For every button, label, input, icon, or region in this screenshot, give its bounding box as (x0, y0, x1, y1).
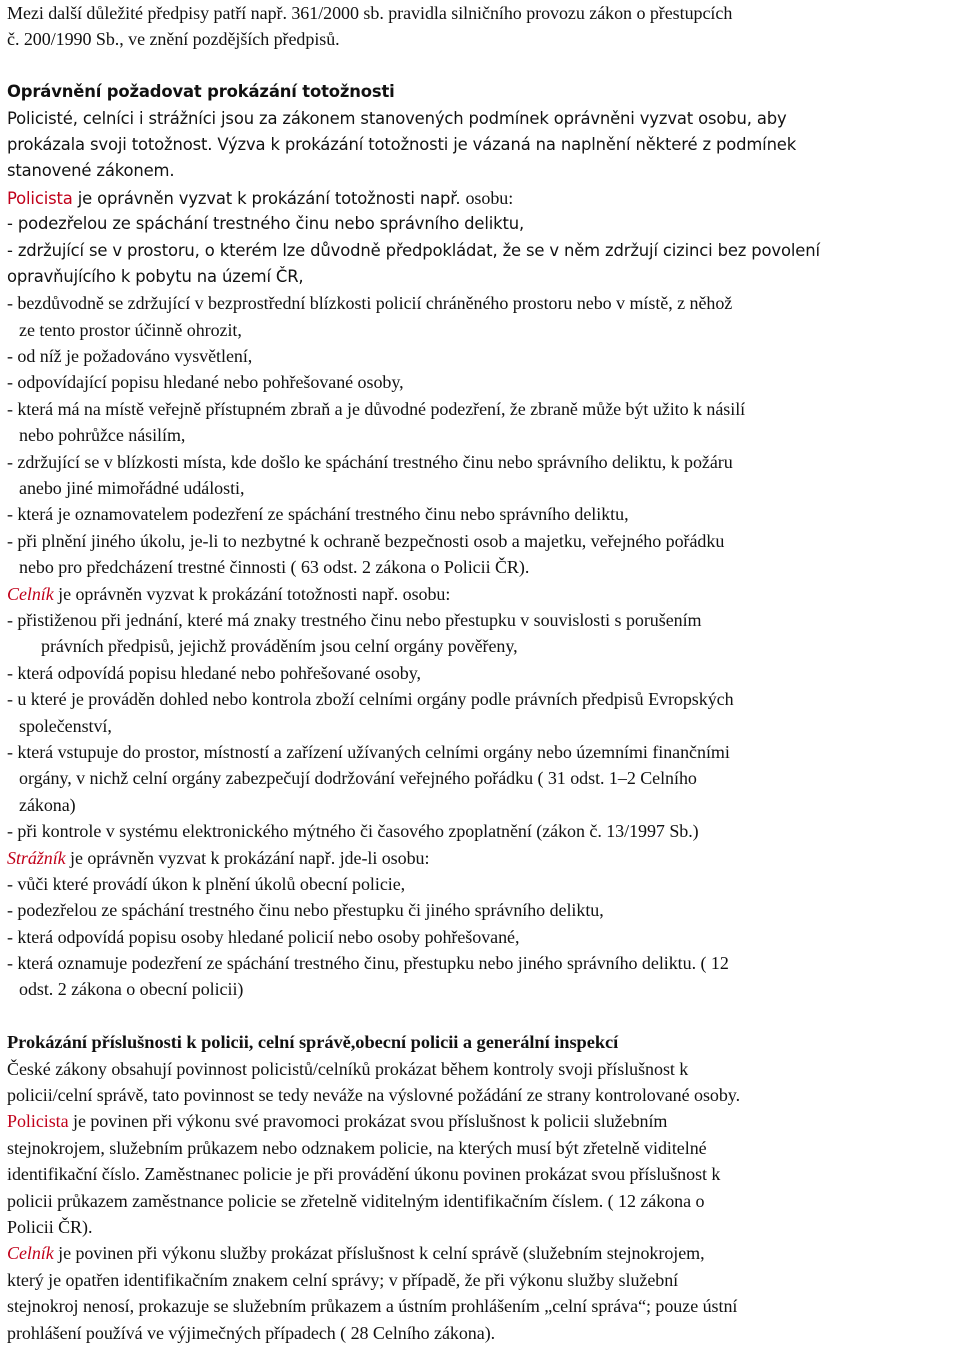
list-item: - která vstupuje do prostor, místností a zařízení užívaných celními orgány nebo územními finančními (7, 741, 730, 762)
list-item: - která oznamuje podezření ze spáchání trestného činu, přestupku nebo jiného správního deliktu. ( 12 (7, 953, 729, 974)
list-item: - která má na místě veřejně přístupném zbraň a je důvodné podezření, že zbraně může být užito k násilí (7, 398, 746, 419)
list-item: - která odpovídá popisu hledané nebo pohřešované osoby, (7, 662, 421, 683)
paragraph-line: České zákony obsahují povinnost policistů/celníků prokázat během kontroly svoji příslušnost k (7, 1058, 689, 1079)
role-word-celnik: Celník (7, 583, 54, 604)
list-item: - přistiženou při jednání, které má znaky trestného činu nebo přestupku v souvislosti s porušením (7, 609, 702, 630)
list-item-continuation: ze tento prostor účinně ohrozit, (19, 319, 242, 340)
policista-duty-line (7, 1108, 954, 1134)
list-item: - při plnění jiného úkolu, je-li to nezbytné k ochraně bezpečnosti osob a majetku, veřejného pořádku (7, 530, 725, 551)
role-word-straznik: Strážník (7, 847, 66, 868)
list-item: - zdržující se v blízkosti místa, kde došlo ke spáchání trestného činu nebo správního deliktu, k požáru (7, 451, 733, 472)
list-item: - zdržující se v prostoru, o kterém lze důvodně předpokládat, že se v něm zdržují cizinci bez povolení (7, 240, 820, 260)
list-item: - odpovídající popisu hledané nebo pohřešované osoby, (7, 372, 404, 393)
section-heading-affiliation: Prokázání příslušnosti k policii, celní správě,obecní policii a generální inspekcí (7, 1032, 619, 1053)
list-item: - při kontrole v systému elektronického mýtného či časového zpoplatnění (zákon č. 13/1997 Sb.) (7, 821, 699, 842)
paragraph-line: policii/celní správě, tato povinnost se tedy neváže na výslovné požádání ze strany kontrolované osoby. (7, 1085, 741, 1106)
list-item-continuation: nebo pohrůžce násilím, (19, 425, 186, 446)
role-word-celnik: Celník (7, 1243, 54, 1264)
role-rest-text: je oprávněn vyzvat k prokázání např. jde-li osobu: (65, 847, 430, 868)
list-item-continuation: společenství, (19, 715, 112, 736)
list-item: - od níž je požadováno vysvětlení, (7, 346, 253, 367)
list-item-continuation: právních předpisů, jejichž prováděním jsou celní orgány pověřeny, (41, 636, 518, 657)
paragraph-line: prokázala svoji totožnost. Výzva k prokázání totožnosti je vázaná na naplnění některé z podmínek (7, 134, 797, 154)
paragraph-line: Policisté, celníci i strážníci jsou za zákonem stanovených podmínek oprávněni vyzvat osobu, aby (7, 108, 787, 128)
list-item: - bezdůvodně se zdržující v bezprostřední blízkosti policií chráněného prostoru nebo v místě, z něhož (7, 293, 733, 314)
role-word-policista: Policista (7, 188, 73, 208)
celnik-duty-line (7, 1240, 954, 1266)
paragraph-line: policii průkazem zaměstnance policie se zřetelně viditelným identifikačním číslem. ( 12 zákona o (7, 1190, 705, 1211)
role-rest-text: je oprávněn vyzvat k prokázání totožnosti např. osobu: (53, 583, 451, 604)
section-heading-identity: Oprávnění požadovat prokázání totožnosti (7, 82, 395, 102)
list-item: - u které je prováděn dohled nebo kontrola zboží celními orgány podle právních předpisů Evropských (7, 689, 734, 710)
paragraph-line: stejnokroj nenosí, prokazuje se služebním průkazem a ústním prohlášením „celní správa“; pouze ústní (7, 1296, 738, 1317)
list-item: - podezřelou ze spáchání trestného činu nebo správního deliktu, (7, 214, 525, 234)
role-rest-text: je povinen při výkonu služby prokázat příslušnost k celní správě (služebním stejnokrojem, (53, 1243, 705, 1264)
list-item: - vůči které provádí úkon k plnění úkolů obecní policie, (7, 873, 406, 894)
celnik-intro-line (7, 581, 954, 607)
list-item: - která je oznamovatelem podezření ze spáchání trestného činu nebo správního deliktu, (7, 504, 629, 525)
intro-line-2: č. 200/1990 Sb., ve znění pozdějších předpisů. (7, 29, 340, 50)
list-item-continuation: opravňujícího k pobytu na území ČR, (7, 266, 304, 286)
list-item-continuation: anebo jiné mimořádné události, (19, 478, 245, 499)
role-rest-text: je oprávněn vyzvat k prokázání totožnosti např. (72, 188, 466, 208)
list-item-continuation: zákona) (19, 794, 76, 815)
spacer (7, 53, 954, 79)
list-item-continuation: odst. 2 zákona o obecní policii) (19, 979, 244, 1000)
paragraph-line: který je opatřen identifikačním znakem celní správy; v případě, že při výkonu služby služební (7, 1269, 679, 1290)
spacer (7, 1003, 954, 1029)
policista-intro-line (7, 185, 954, 211)
list-item-continuation: orgány, v nichž celní orgány zabezpečují dodržování veřejného pořádku ( 31 odst. 1–2 Celního (19, 768, 697, 789)
role-rest-text: je povinen při výkonu své pravomoci prokázat svou příslušnost k policii služebním (68, 1111, 668, 1132)
intro-line-1: Mezi další důležité předpisy patří např. 361/2000 sb. pravidla silničního provozu zákon o přestupcích (7, 3, 733, 23)
paragraph-line: identifikační číslo. Zaměstnanec policie je při provádění úkonu povinen prokázat svou příslušnost k (7, 1164, 721, 1185)
list-item: - podezřelou ze spáchání trestného činu nebo přestupku či jiného správního deliktu, (7, 900, 604, 921)
paragraph-line: prohlášení používá ve výjimečných případech ( 28 Celního zákona). (7, 1322, 496, 1343)
role-word-policista: Policista (7, 1111, 69, 1132)
paragraph-line: stejnokrojem, služebním průkazem nebo odznakem policie, na kterých musí být zřetelně viditelné (7, 1137, 707, 1158)
list-item-continuation: nebo pro předcházení trestné činnosti ( 63 odst. 2 zákona o Policii ČR). (19, 557, 530, 578)
paragraph-line: stanovené zákonem. (7, 161, 175, 181)
straznik-intro-line (7, 845, 954, 871)
paragraph-line: Policii ČR). (7, 1216, 93, 1237)
role-rest-text: osobu: (465, 187, 514, 208)
list-item: - která odpovídá popisu osoby hledané policií nebo osoby pohřešované, (7, 926, 520, 947)
